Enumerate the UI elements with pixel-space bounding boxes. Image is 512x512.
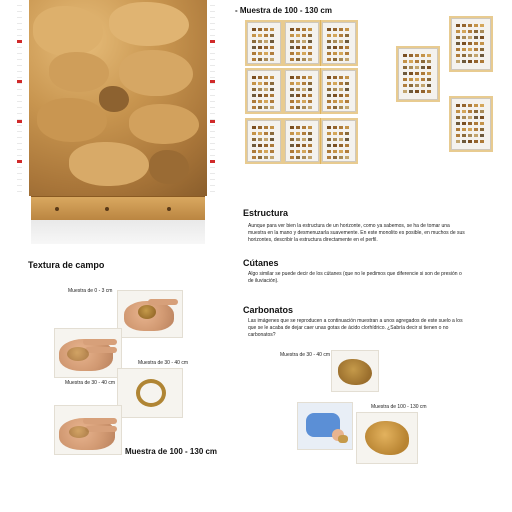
munsell-chart-icon <box>285 22 319 64</box>
monolith-base <box>31 220 205 244</box>
munsell-chart-icon <box>322 120 356 162</box>
ruler-right <box>210 0 215 196</box>
cutanes-title: Cútanes <box>243 258 279 268</box>
munsell-chart-icon <box>398 48 438 100</box>
carbonatos-title: Carbonatos <box>243 305 294 315</box>
dropper-bottle-icon <box>297 402 353 450</box>
textura-caption-2: Muestra de 30 - 40 cm <box>138 360 189 366</box>
carbonatos-text: Las imágenes que se reproducen a continuación muestran a unos agregados de este suelo a los que se le acaba de dejar caer unas gotas de ácido clorhídrico. ¿Sabría decir si tienen o no carbonatos? <box>248 318 463 338</box>
soil-ring-photo <box>117 368 183 418</box>
carbonatos-caption-1: Muestra de 30 - 40 cm <box>280 352 331 358</box>
munsell-chart-icon <box>322 22 356 64</box>
textura-bottom-label: Muestra de 100 - 130 cm <box>125 447 218 456</box>
monolith-board <box>31 196 205 221</box>
munsell-chart-icon <box>322 70 356 112</box>
munsell-chart-icon <box>285 120 319 162</box>
textura-title: Textura de campo <box>28 260 105 270</box>
munsell-chart-icon <box>451 98 491 150</box>
estructura-title: Estructura <box>243 208 289 218</box>
textura-caption-1: Muestra de 0 - 3 cm <box>68 288 113 294</box>
sample-title: - Muestra de 100 - 130 cm <box>235 6 332 15</box>
soil-monolith-photo <box>29 0 207 196</box>
munsell-chart-icon <box>247 22 281 64</box>
estructura-text: Aunque para ver bien la estructura de un horizonte, como ya sabemos, se ha de tomar una muestra en la mano y desmenuzarla suavemente. En este monolito es posible, en muchos de sus horizontes, describir la estructura directamente en el perfil. <box>248 223 465 243</box>
hand-sample-photo <box>54 405 122 455</box>
carbonate-sample-photo <box>356 412 418 464</box>
textura-caption-3: Muestra de 30 - 40 cm <box>65 380 116 386</box>
munsell-chart-icon <box>247 120 281 162</box>
munsell-chart-icon <box>451 18 491 70</box>
hand-sample-photo <box>54 328 122 378</box>
carbonate-sample-photo <box>331 350 379 392</box>
cutanes-text: Algo similar se puede decir de los cútanes (que no le pedimos que diferencie si son de presión o de iluviación). <box>248 271 462 284</box>
munsell-chart-icon <box>247 70 281 112</box>
hand-sample-photo <box>117 290 183 338</box>
carbonatos-caption-2: Muestra de 100 - 130 cm <box>371 404 427 410</box>
ruler-left <box>17 0 22 196</box>
munsell-chart-icon <box>285 70 319 112</box>
